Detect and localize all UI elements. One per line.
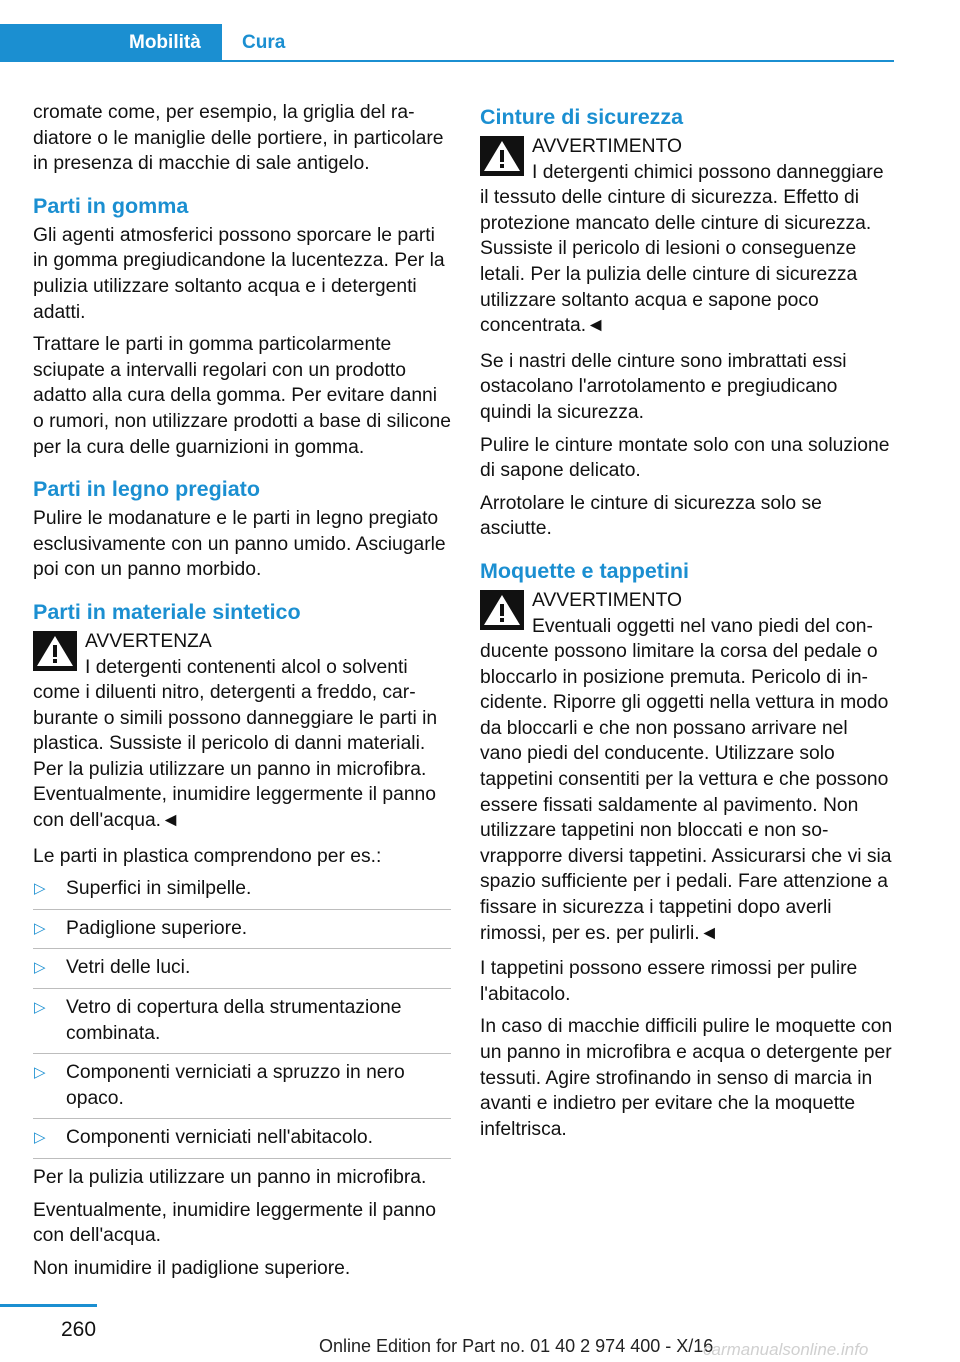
belts-paragraph-1: Se i nastri delle cinture sono imbrattati essi ostacolano l'arrotolamento e pregiudicano quindi la sicurezza. (480, 350, 847, 423)
warning-text: Eventuali oggetti nel vano piedi del conducente possono limitare la corsa del pedale o bloccarlo in posizione premuta. Pericolo di incidente. Riporre gli oggetti nella vettura in modo da bloccarli e che non possano arrivare nel vano piedi del conducente. Utilizzare solo tappetini consentiti per la vettura e che possono essere fissati saldamente al pavimento. Non utilizzare tappetini non bloccati e non sovrapporre diversi tappetini. Assicurarsi che vi sia spazio sufficiente per i pedali. Fare attenzione a fissare in sicurezza i tappetini dopo averli rimossi, per es. per pulirli.◄ (480, 615, 892, 944)
list-item: ▷ Componenti verniciati a spruzzo in nero opaco. (33, 1060, 451, 1119)
tab-mobilita-label: Mobilità (129, 32, 201, 53)
footer-accent-line (0, 1304, 97, 1307)
heading-seat-belts: Cinture di sicurezza (480, 105, 684, 129)
carpet-paragraph-2: In caso di macchie difficili pulire le moquette con un panno in microfibra e acqua o detergente per tessuti. Agire strofinando in senso di marcia in avanti e indietro per evitare che la moquette infeltrisca. (480, 1016, 893, 1140)
after-list-paragraph-1: Per la pulizia utilizzare un panno in microfibra. (33, 1167, 427, 1188)
right-column (480, 100, 894, 1149)
wood-paragraph: Pulire le modanature e le parti in legno pregiato esclusivamente con un panno umido. Asciugarle poi con un panno morbido. (33, 508, 446, 581)
warning-title: AVVERTIMENTO (532, 589, 682, 611)
list-item: ▷ Componenti verniciati nell'abitacolo. (33, 1125, 451, 1159)
list-intro: Le parti in plastica comprendono per es.: (33, 845, 382, 867)
triangle-bullet-icon: ▷ (34, 999, 46, 1017)
list-item: ▷ Vetro di copertura della strumentazione combinata. (33, 995, 451, 1054)
tab-cura[interactable]: Cura (242, 32, 286, 53)
rubber-paragraph-2: Trattare le parti in gomma particolarmente sciupate a intervalli regolari con un prodotto adatto alla cura della gomma. Per evitare danni o rumori, non utilizzare prodotti a base di silicone per la cura delle guarnizioni in gomma. (33, 334, 451, 458)
heading-synthetic-parts: Parti in materiale sintetico (33, 599, 301, 624)
triangle-bullet-icon: ▷ (34, 880, 46, 898)
triangle-bullet-icon: ▷ (34, 1129, 46, 1147)
triangle-bullet-icon: ▷ (34, 959, 46, 977)
carpet-paragraph-1: I tappetini possono essere rimossi per pulire l'abitacolo. (480, 958, 858, 1005)
triangle-bullet-icon: ▷ (34, 1064, 46, 1082)
warning-block-belts (480, 134, 894, 339)
warning-text: I detergenti chimici possono danneggiare il tessuto delle cinture di sicurezza. Effetto di protezione mancato delle cinture di sicurezza. Sussiste il pericolo di lesioni o conseguenze letali. Per la pulizia delle cinture di sicurezza utilizzare soltanto acqua e sapone poco concentrata.◄ (480, 161, 884, 337)
page-number: 260 (61, 1318, 97, 1341)
after-list-paragraph-2: Eventualmente, inumidire leggermente il panno con dell'acqua. (33, 1199, 437, 1247)
warning-block-synthetic (33, 629, 451, 834)
warning-block-carpets (480, 588, 894, 946)
heading-wood-parts: Parti in legno pregiato (33, 477, 260, 502)
belts-paragraph-3: Arrotolare le cinture di sicurezza solo se asciutte. (480, 492, 822, 540)
warning-text: I detergenti contenenti alcol o solventi come i diluenti nitro, detergenti a freddo, carburante o simili possono danneggiare le parti in plastica. Sussiste il pericolo di danni materiali. Per la pulizia utilizzare un panno in microfibra. Eventualmente, inumidire leggermente il panno con dell'acqua.◄ (33, 656, 438, 832)
belts-paragraph-2: Pulire le cinture montate solo con una soluzione di sapone delicato. (480, 434, 890, 482)
rubber-paragraph-1: Gli agenti atmosferici possono sporcare le parti in gomma pregiudicandone la lucentezza. Per la pulizia utilizzare soltanto acqua e i detergenti adatti. (33, 224, 445, 323)
warning-title: AVVERTIMENTO (532, 136, 682, 157)
warning-triangle-icon (480, 136, 524, 176)
plastic-parts-list (33, 876, 451, 1159)
edition-note: Online Edition for Part no. 01 40 2 974 400 - X/16 (319, 1336, 714, 1356)
warning-title: AVVERTENZA (85, 630, 212, 652)
warning-triangle-icon (480, 590, 524, 630)
left-column (33, 100, 451, 1288)
warning-triangle-icon (33, 631, 77, 671)
triangle-bullet-icon: ▷ (34, 919, 46, 937)
heading-carpets: Moquette e tappetini (480, 558, 690, 583)
list-item: ▷ Superfici in similpelle. (33, 876, 451, 910)
watermark: carmanualsonline.info (703, 1340, 869, 1359)
heading-rubber-parts: Parti in gomma (33, 193, 189, 218)
intro-paragraph: cromate come, per esempio, la griglia del radiatore o le maniglie delle portiere, in particolare in presenza di macchie di sale antigelo. (33, 102, 444, 175)
list-item: ▷ Vetri delle luci. (33, 955, 451, 989)
list-item: ▷ Padiglione superiore. (33, 916, 451, 950)
after-list-paragraph-3: Non inumidire il padiglione superiore. (33, 1257, 351, 1279)
